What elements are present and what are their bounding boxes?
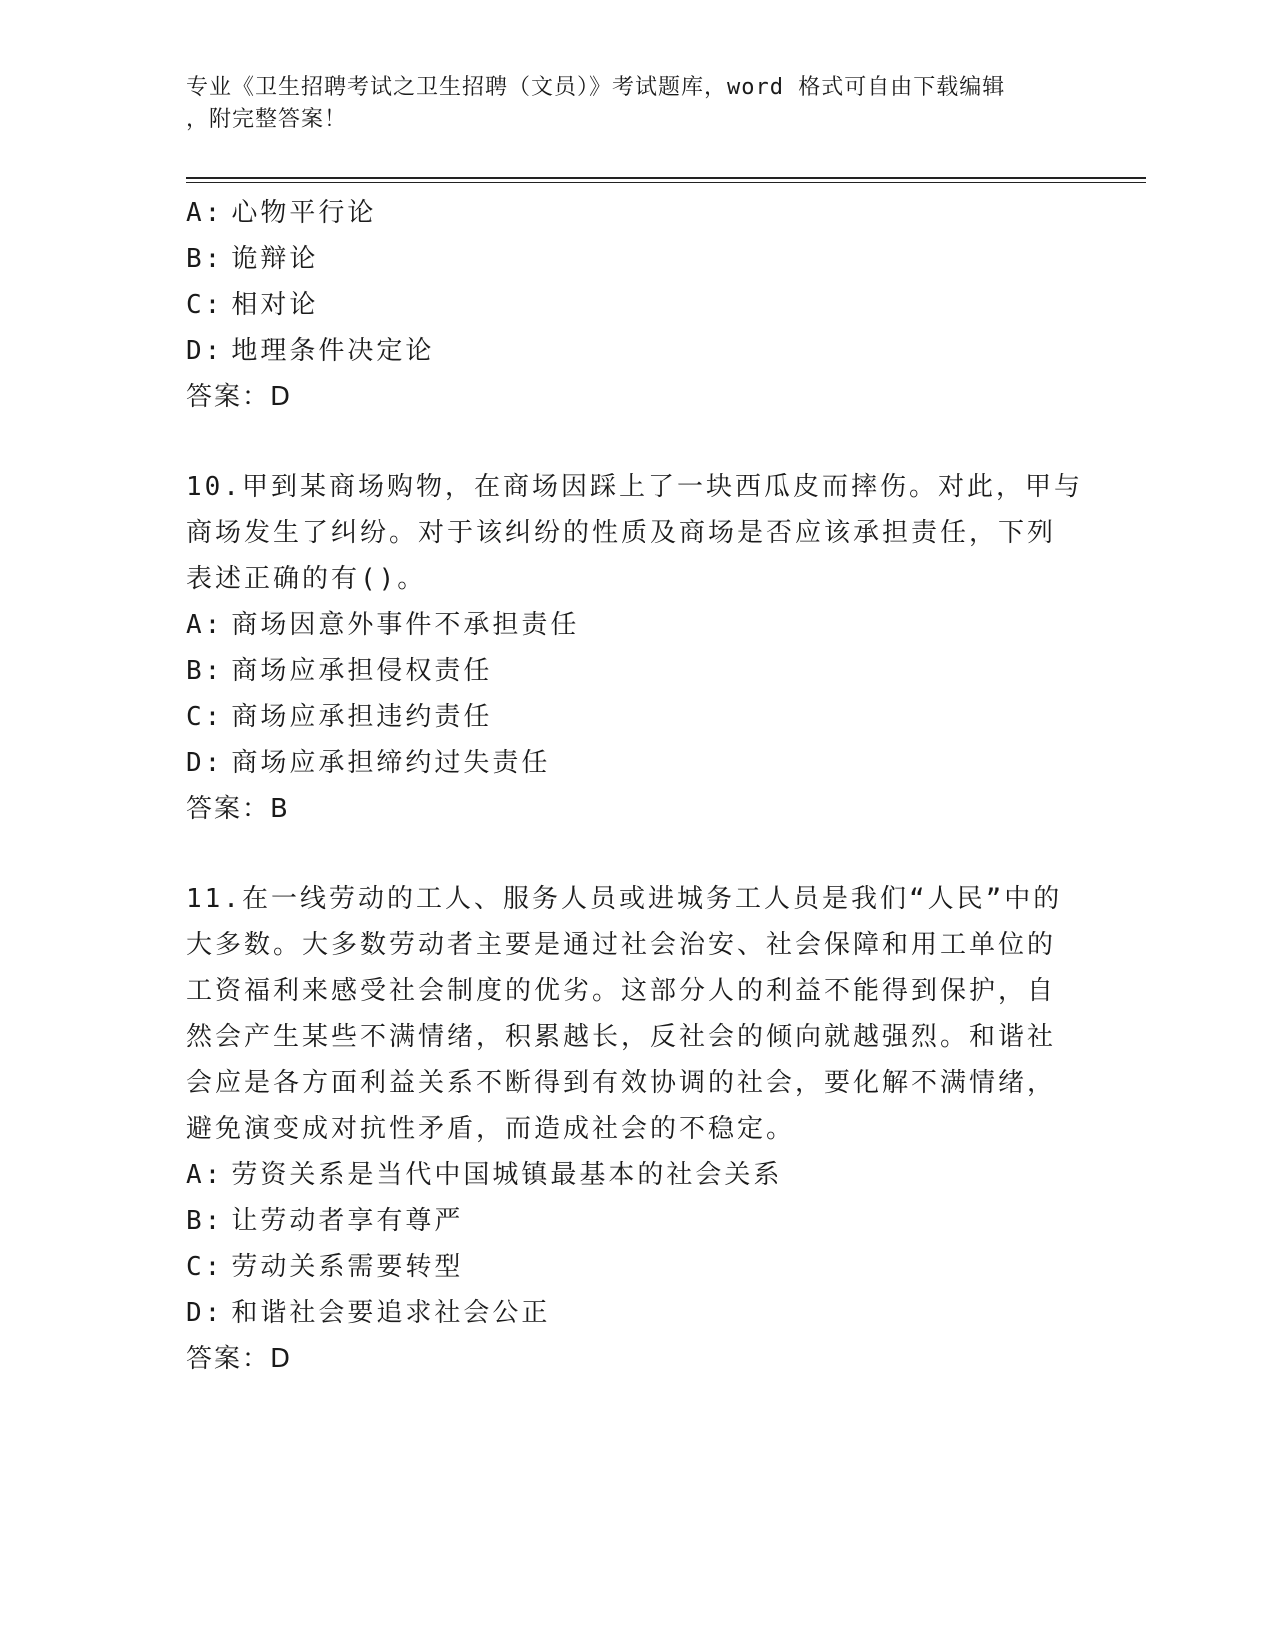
option-label: A: <box>186 610 224 640</box>
prev-question-block <box>186 190 1086 420</box>
option-d <box>186 328 1086 374</box>
option-a <box>186 1152 1086 1198</box>
option-text: 诡辩论 <box>231 244 319 274</box>
option-label: B: <box>186 1206 224 1236</box>
question-stem-line: 然会产生某些不满情绪，积累越长，反社会的倾向就越强烈。和谐社 <box>186 1022 1057 1052</box>
answer-line: 答案：D <box>186 1344 293 1374</box>
option-label: C: <box>186 702 224 732</box>
option-label: D: <box>186 1298 224 1328</box>
option-d <box>186 740 1086 786</box>
question-11-block <box>186 876 1086 1382</box>
option-a <box>186 190 1086 236</box>
option-b <box>186 1198 1086 1244</box>
question-10-block <box>186 464 1086 832</box>
header-divider-thick <box>186 177 1146 179</box>
option-label: D: <box>186 748 224 778</box>
option-label: A: <box>186 1160 224 1190</box>
option-b <box>186 648 1086 694</box>
question-stem-line: 工资福利来感受社会制度的优劣。这部分人的利益不能得到保护，自 <box>186 976 1057 1006</box>
option-c <box>186 694 1086 740</box>
option-text: 劳资关系是当代中国城镇最基本的社会关系 <box>231 1160 783 1190</box>
option-text: 商场应承担缔约过失责任 <box>231 748 551 778</box>
option-label: C: <box>186 1252 224 1282</box>
option-text: 商场应承担违约责任 <box>231 702 493 732</box>
option-text: 商场因意外事件不承担责任 <box>231 610 580 640</box>
header-line-1: 专业《卫生招聘考试之卫生招聘（文员）》考试题库，word 格式可自由下载编辑 <box>186 75 1006 100</box>
option-label: A: <box>186 198 224 228</box>
option-text: 相对论 <box>231 290 319 320</box>
option-c <box>186 1244 1086 1290</box>
header-divider-thin <box>186 182 1146 183</box>
option-text: 劳动关系需要转型 <box>231 1252 464 1282</box>
question-stem-line: 大多数。大多数劳动者主要是通过社会治安、社会保障和用工单位的 <box>186 930 1057 960</box>
option-label: D: <box>186 336 224 366</box>
option-text: 心物平行论 <box>231 198 377 228</box>
option-label: C: <box>186 290 224 320</box>
document-header <box>186 72 1086 136</box>
option-text: 和谐社会要追求社会公正 <box>231 1298 551 1328</box>
question-content <box>186 190 1086 1382</box>
option-text: 让劳动者享有尊严 <box>231 1206 464 1236</box>
option-d <box>186 1290 1086 1336</box>
question-stem-line: 11.在一线劳动的工人、服务人员或进城务工人员是我们“人民”中的 <box>186 884 1063 914</box>
option-a <box>186 602 1086 648</box>
question-stem-line: 避免演变成对抗性矛盾，而造成社会的不稳定。 <box>186 1114 796 1144</box>
option-text: 地理条件决定论 <box>231 336 435 366</box>
option-label: B: <box>186 656 224 686</box>
question-stem-line: 商场发生了纠纷。对于该纠纷的性质及商场是否应该承担责任，下列 <box>186 518 1057 548</box>
option-label: B: <box>186 244 224 274</box>
question-stem-line: 表述正确的有()。 <box>186 564 427 594</box>
option-text: 商场应承担侵权责任 <box>231 656 493 686</box>
option-c <box>186 282 1086 328</box>
question-stem-line: 10.甲到某商场购物，在商场因踩上了一块西瓜皮而摔伤。对此，甲与 <box>186 472 1083 502</box>
question-stem-line: 会应是各方面利益关系不断得到有效协调的社会，要化解不满情绪， <box>186 1068 1057 1098</box>
header-line-2: ，附完整答案！ <box>186 107 348 132</box>
answer-line: 答案：B <box>186 794 290 824</box>
answer-line: 答案：D <box>186 382 293 412</box>
option-b <box>186 236 1086 282</box>
